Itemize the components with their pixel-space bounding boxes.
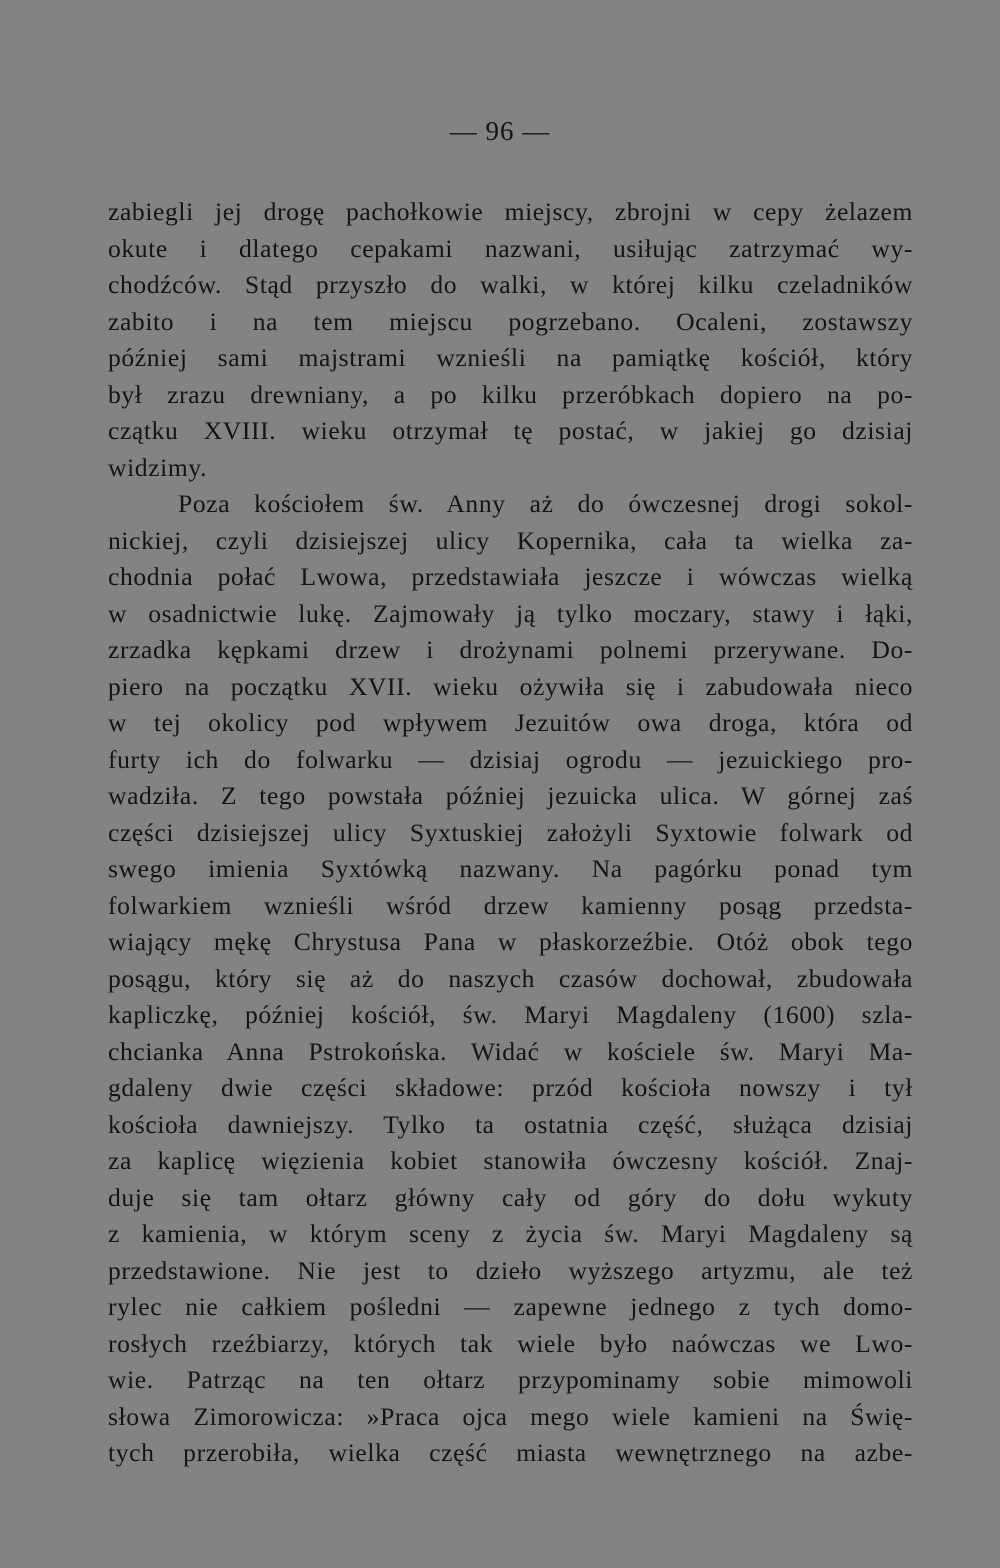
- text-line: widzimy.: [108, 452, 208, 482]
- text-line: czątku XVIII. wieku otrzymał tę postać, w jakiej go dzisiaj: [108, 416, 913, 445]
- page-number: — 96 —: [449, 116, 551, 146]
- text-line: okute i dlatego cepakami nazwani, usiłując zatrzymać wy-: [108, 233, 913, 263]
- body-text: [108, 194, 913, 1472]
- text-line: zabiegli jej drogę pachołkowie miejscy, zbrojni w cepy żelazem: [108, 197, 913, 226]
- text-line: furty ich do folwarku — dzisiaj ogrodu — jezuickiego pro-: [108, 744, 913, 774]
- text-line: chcianka Anna Pstrokońska. Widać w kościele św. Maryi Ma-: [108, 1036, 913, 1066]
- text-line: Poza kościołem św. Anny aż do ówczesnej drogi sokol-: [178, 489, 913, 518]
- text-line: zrzadka kępkami drzew i drożynami polnemi przerywane. Do-: [108, 635, 913, 664]
- text-line: tych przerobiła, wielka część miasta wewnętrznego na azbe-: [108, 1438, 913, 1467]
- text-line: kościoła dawniejszy. Tylko ta ostatnia część, służąca dzisiaj: [108, 1109, 913, 1139]
- text-line: chodnia połać Lwowa, przedstawiała jeszcze i wówczas wielką: [108, 562, 913, 591]
- text-line: piero na początku XVII. wieku ożywiła się i zabudowała nieco: [108, 671, 913, 701]
- text-line: wie. Patrząc na ten ołtarz przypominamy sobie mimowoli: [108, 1365, 913, 1394]
- text-line: folwarkiem wznieśli wśród drzew kamienny posąg przedsta-: [108, 890, 913, 920]
- text-line: w tej okolicy pod wpływem Jezuitów owa droga, która od: [108, 708, 913, 737]
- text-line: rylec nie całkiem pośledni — zapewne jednego z tych domo-: [108, 1292, 913, 1321]
- text-line: przedstawione. Nie jest to dzieło wyższego artyzmu, ale też: [108, 1255, 913, 1285]
- text-line: był zrazu drewniany, a po kilku przeróbkach dopiero na po-: [108, 379, 913, 409]
- text-line: w osadnictwie lukę. Zajmowały ją tylko moczary, stawy i łąki,: [108, 598, 913, 628]
- text-line: gdaleny dwie części składowe: przód kościoła nowszy i tył: [108, 1073, 913, 1102]
- text-line: posągu, który się aż do naszych czasów dochował, zbudowała: [108, 963, 913, 993]
- text-line: chodźców. Stąd przyszło do walki, w której kilku czeladników: [108, 270, 913, 299]
- text-line: kapliczkę, później kościół, św. Maryi Magdaleny (1600) szla-: [108, 1000, 913, 1029]
- text-line: wiający mękę Chrystusa Pana w płaskorzeźbie. Otóż obok tego: [108, 927, 913, 956]
- text-line: później sami majstrami wznieśli na pamiątkę kościół, który: [108, 343, 913, 372]
- text-line: nickiej, czyli dzisiejszej ulicy Kopernika, cała ta wielka za-: [108, 525, 913, 555]
- text-line: za kaplicę więzienia kobiet stanowiła ówczesny kościół. Znaj-: [108, 1146, 913, 1175]
- text-line: duje się tam ołtarz główny cały od góry do dołu wykuty: [108, 1182, 913, 1212]
- text-line: części dzisiejszej ulicy Syxtuskiej założyli Syxtowie folwark od: [108, 817, 913, 847]
- text-line: swego imienia Syxtówką nazwany. Na pagórku ponad tym: [108, 854, 913, 883]
- text-line: zabito i na tem miejscu pogrzebano. Ocaleni, zostawszy: [108, 306, 913, 336]
- text-line: słowa Zimorowicza: »Praca ojca mego wiele kamieni na Świę-: [108, 1401, 913, 1431]
- text-line: rosłych rzeźbiarzy, których tak wiele było naówczas we Lwo-: [108, 1328, 913, 1358]
- text-line: z kamienia, w którym sceny z życia św. Maryi Magdaleny są: [108, 1219, 913, 1248]
- text-line: wadziła. Z tego powstała później jezuicka ulica. W górnej zaś: [108, 781, 913, 810]
